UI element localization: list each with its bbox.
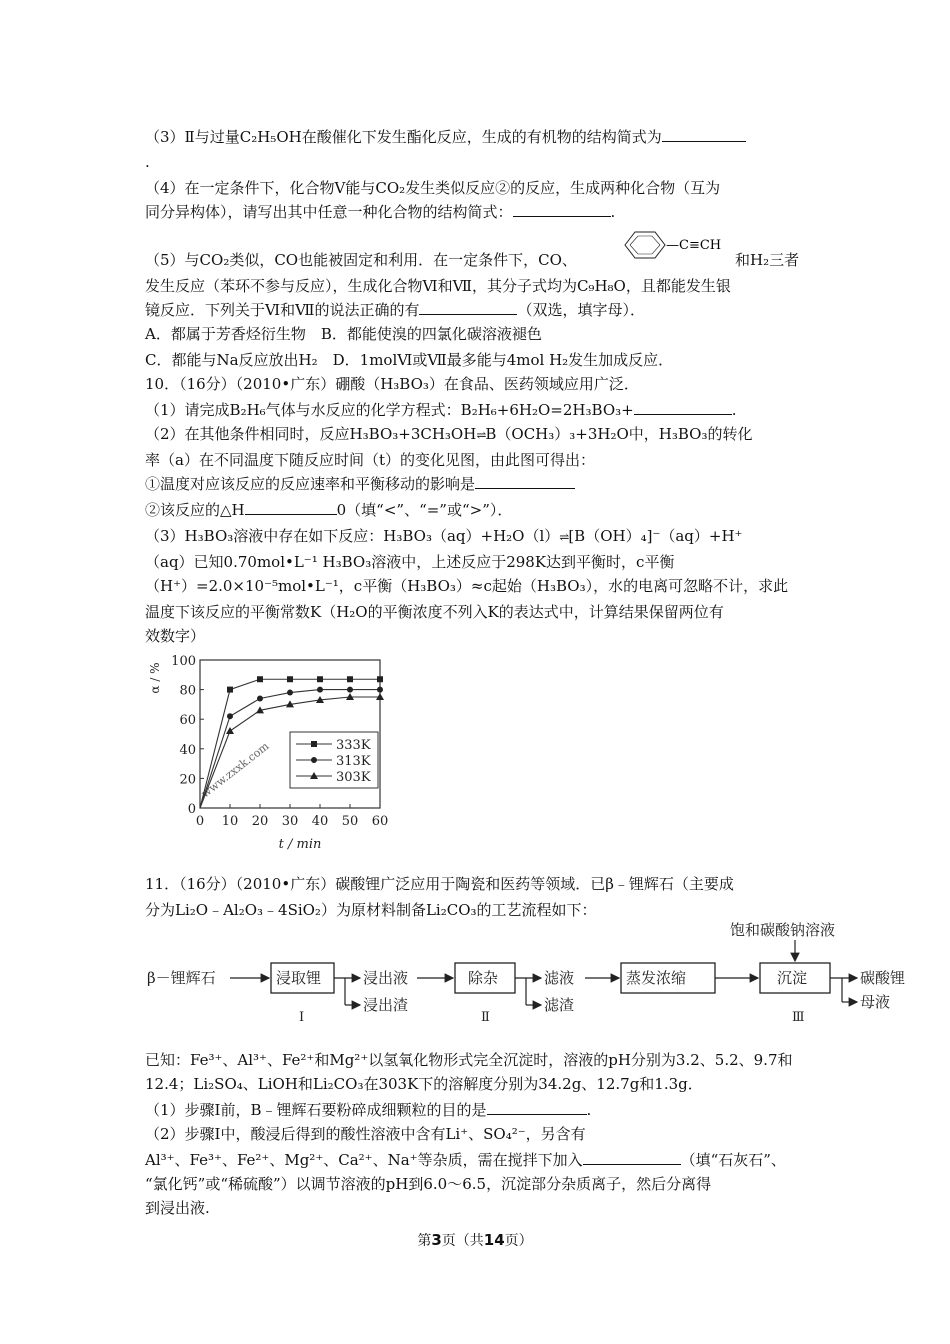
flow-step-1: Ⅰ — [299, 1010, 305, 1025]
x-tick-label: 40 — [311, 814, 329, 829]
page-number: 3 — [431, 1231, 442, 1249]
q11-known-1: 已知：Fe³⁺、Al³⁺、Fe²⁺和Mg²⁺以氢氧化物形式完全沉淀时，溶液的pH分别为3.2、5.2、9.7和 — [145, 1051, 793, 1069]
y-tick-label: 80 — [179, 683, 196, 699]
legend-marker — [311, 757, 317, 763]
equilibrium-arrow-icon: ⇌ — [559, 530, 569, 544]
q9-part4: （4）在一定条件下，化合物Ⅴ能与CO₂发生类似反应②的反应，生成两种化合物（互为 — [145, 179, 721, 197]
y-tick-label: 0 — [187, 802, 196, 817]
point-333K — [257, 676, 263, 682]
point-333K — [347, 676, 353, 682]
flow-leachate-label: 浸出液 — [363, 969, 409, 987]
phenylacetylene-structure — [615, 227, 735, 263]
q10-part3-f: 效数字） — [145, 627, 206, 645]
flow-residue-label: 浸出渣 — [363, 996, 409, 1014]
legend-label: 333K — [336, 738, 371, 753]
q9-option-cd: C．都能与Na反应放出H₂ D．1molⅥ或Ⅶ最多能与4mol H₂发生加成反应． — [145, 351, 674, 369]
y-tick-label: 60 — [179, 713, 196, 729]
q11-part2-e: 到浸出液. — [145, 1199, 210, 1217]
x-tick-label: 60 — [371, 814, 389, 829]
x-tick-label: 30 — [281, 814, 299, 829]
point-313K — [347, 687, 353, 693]
flow-filtrate-label: 滤液 — [544, 969, 575, 987]
flow-start-label: β－锂辉石 — [147, 969, 216, 987]
flow-box-leach-label: 浸取锂 — [276, 969, 322, 987]
flow-box-purify-label: 除杂 — [468, 969, 499, 987]
q10-part2-2: ②该反应的△H 0（填“<”、“=”或“>”）． — [145, 501, 513, 519]
flow-box-evaporate-label: 蒸发浓缩 — [626, 969, 687, 987]
flow-lithium-carbonate-label: 碳酸锂 — [860, 969, 906, 987]
q10-part3-e: 温度下该反应的平衡常数K（H₂O的平衡浓度不列入K的表达式中，计算结果保留两位有 — [145, 603, 724, 621]
q9-part3-end: . — [145, 153, 150, 171]
flow-filter-residue-label: 滤渣 — [544, 996, 575, 1014]
q10-part2-1: ①温度对应该反应的反应速率和平衡移动的影响是 — [145, 474, 575, 494]
q10-part3: （3）H₃BO₃溶液中存在如下反应：H₃BO₃（aq）+H₂O（l）⇌[B（OH）₄]⁻（aq）+H⁺ — [145, 527, 743, 545]
q10-part3-c: （aq）已知0.70mol•L⁻¹ H₃BO₃溶液中，上述反应于298K达到平衡时，c平衡 — [145, 553, 675, 571]
q10-part2: （2）在其他条件相同时，反应H₃BO₃+3CH₃OH⇌B（OCH₃）₃+3H₂O中，H₃BO₃的转化 — [145, 425, 753, 443]
q9-part3: （3）Ⅱ与过量C₂H₅OH在酸催化下发生酯化反应，生成的有机物的结构简式为 — [145, 127, 746, 147]
q11-part2-d: “氯化钙”或“稀硫酸”）以调节溶液的pH到6.0～6.5，沉淀部分杂质离子，然后分离得 — [145, 1175, 712, 1193]
flow-reagent-label: 饱和碳酸钠溶液 — [730, 921, 836, 939]
q9-part5: （5）与CO₂类似，CO也能被固定和利用．在一定条件下，CO、 — [145, 251, 577, 269]
flow-step-3: Ⅲ — [792, 1010, 805, 1025]
y-tick-label: 20 — [179, 772, 196, 788]
q10-part3-d: （H⁺）=2.0×10⁻⁵mol•L⁻¹，c平衡（H₃BO₃）≈c起始（H₃BO₃），水的电离可忽略不计，求此 — [145, 577, 789, 595]
flow-box-precipitate-label: 沉淀 — [777, 969, 808, 987]
flow-step-2: Ⅱ — [481, 1010, 490, 1025]
point-313K — [377, 687, 383, 693]
q10-part1: （1）请完成B₂H₆气体与水反应的化学方程式：B₂H₆+6H₂O=2H₃BO₃+ . — [145, 401, 737, 419]
x-tick-label: 20 — [251, 814, 269, 829]
x-axis-label: t / min — [278, 837, 322, 852]
q11-heading-2: 分为Li₂O﹣Al₂O₃﹣4SiO₂）为原材料制备Li₂CO₃的工艺流程如下： — [145, 901, 597, 919]
q9-part5-c2: 镜反应．下列关于Ⅵ和Ⅶ的说法正确的有 （双选，填字母）． — [145, 301, 645, 319]
point-333K — [317, 676, 323, 682]
point-313K — [287, 690, 293, 696]
q10-part2-c: 率（a）在不同温度下随反应时间（t）的变化见图，由此图可得出： — [145, 451, 595, 469]
x-tick-label: 0 — [195, 814, 205, 829]
x-tick-label: 10 — [221, 814, 239, 829]
q10-heading: 10．（16分）（2010•广东）硼酸（H₃BO₃）在食品、医药领域应用广泛． — [145, 375, 639, 393]
page-footer: 第3页（共14页） — [417, 1231, 533, 1249]
legend-marker — [311, 741, 317, 747]
q11-part2-b: Al³⁺、Fe³⁺、Fe²⁺、Mg²⁺、Ca²⁺、Na⁺等杂质，需在搅拌下加入 （填“石灰石”、 — [145, 1151, 786, 1169]
q11-heading: 11．（16分）（2010•广东）碳酸锂广泛应用于陶瓷和医药等领域．已β﹣锂辉石（主要成 — [145, 875, 734, 893]
equilibrium-arrow-icon: ⇌ — [476, 428, 486, 442]
y-axis-label: α / % — [148, 662, 162, 694]
point-333K — [227, 687, 233, 693]
point-313K — [257, 695, 263, 701]
flow-mother-liquor-label: 母液 — [860, 993, 891, 1011]
q9-option-ab: A．都属于芳香烃衍生物 B．都能使溴的四氯化碳溶液褪色 — [145, 325, 542, 343]
legend-label: 303K — [336, 770, 371, 785]
legend-label: 313K — [336, 754, 371, 769]
q9-part5-b: 和H₂三者 — [735, 251, 800, 269]
y-tick-label: 40 — [179, 742, 196, 758]
y-tick-label: 100 — [171, 654, 196, 669]
point-313K — [227, 713, 233, 719]
point-333K — [287, 676, 293, 682]
point-333K — [377, 676, 383, 682]
q9-part5-c1: 发生反应（苯环不参与反应），生成化合物Ⅵ和Ⅶ，其分子式均为C₉H₈O，且都能发生银 — [145, 277, 731, 295]
q11-part2: （2）步骤Ⅰ中，酸浸后得到的酸性溶液中含有Li⁺、SO₄²⁻，另含有 — [145, 1125, 586, 1143]
point-313K — [317, 687, 323, 693]
page-total: 14 — [483, 1231, 505, 1249]
x-tick-label: 50 — [341, 814, 359, 829]
conversion-rate-chart — [145, 648, 395, 858]
q11-known-2: 12.4；Li₂SO₄、LiOH和Li₂CO₃在303K下的溶解度分别为34.2g、12.7g和1.3g． — [145, 1075, 703, 1093]
q9-part4-cont: 同分异构体），请写出其中任意一种化合物的结构简式： . — [145, 203, 616, 221]
q11-part1: （1）步骤Ⅰ前，B﹣锂辉石要粉碎成细颗粒的目的是 . — [145, 1101, 592, 1119]
process-flow-diagram — [145, 918, 935, 1028]
point-303K — [226, 727, 234, 734]
alkyne-label: —C≡CH — [666, 238, 722, 253]
watermark: www.zxxk.com — [198, 739, 272, 801]
